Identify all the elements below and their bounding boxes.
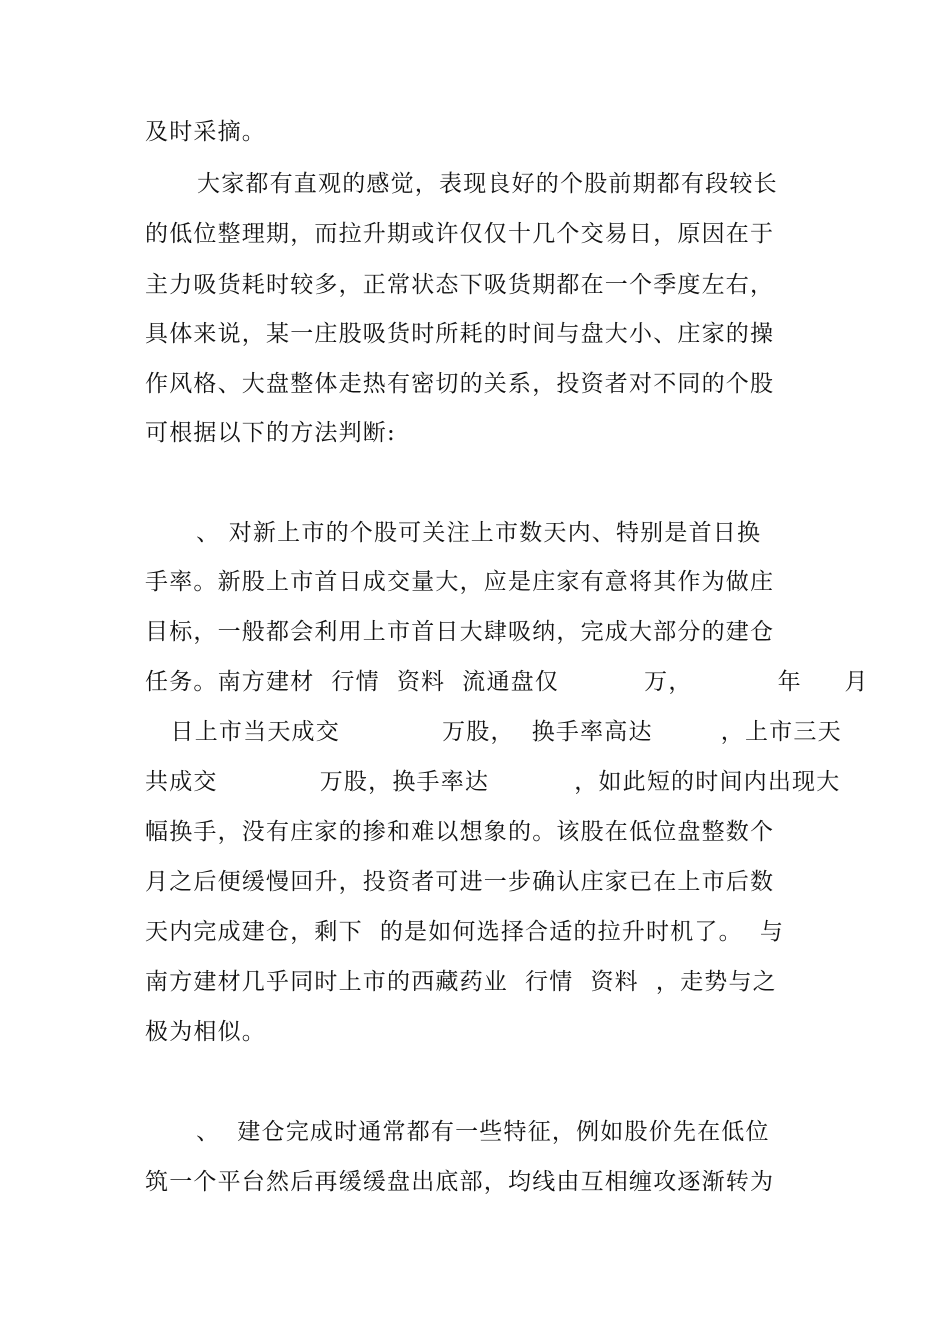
text-line: 具体来说，某一庄股吸货时所耗的时间与盘大小、庄家的操 <box>145 321 775 347</box>
text-line: 幅换手，没有庄家的掺和难以想象的。该股在低位盘整数个 <box>145 819 775 845</box>
text-line: 目标，一般都会利用上市首日大肆吸纳，完成大部分的建仓 <box>145 619 775 645</box>
paragraph-start-line: 大家都有直观的感觉，表现良好的个股前期都有段较长 <box>197 171 778 197</box>
list-item-start-line: 、 建仓完成时通常都有一些特征，例如股价先在低位 <box>145 1119 770 1145</box>
text-line: 及时采摘。 <box>145 119 266 145</box>
text-line: 的低位整理期，而拉升期或许仅仅十几个交易日，原因在于 <box>145 221 775 247</box>
text-line: 南方建材几乎同时上市的西藏药业 行情 资料 ，走势与之 <box>145 969 777 995</box>
text-line: 天内完成建仓，剩下 的是如何选择合适的拉升时机了。 与 <box>145 919 785 945</box>
text-line: 任务。南方建材 行情 资料 流通盘仅 万， 年 月 <box>145 669 869 695</box>
text-line: 月之后便缓慢回升，投资者可进一步确认庄家已在上市后数 <box>145 869 775 895</box>
text-line: 筑一个平台然后再缓缓盘出底部，均线由互相缠攻逐渐转为 <box>145 1169 775 1195</box>
text-line: 可根据以下的方法判断: <box>145 420 396 446</box>
text-line: 作风格、大盘整体走热有密切的关系，投资者对不同的个股 <box>145 371 775 397</box>
text-line: 日上市当天成交 万股， 换手率高达 ，上市三天 <box>145 719 842 745</box>
text-line: 共成交 万股，换手率达 ，如此短的时间内出现大 <box>145 769 841 795</box>
list-item-start-line: 、 对新上市的个股可关注上市数天内、特别是首日换 <box>145 520 762 546</box>
text-line: 主力吸货耗时较多，正常状态下吸货期都在一个季度左右， <box>145 272 775 298</box>
text-line: 极为相似。 <box>145 1019 266 1045</box>
text-line: 手率。新股上市首日成交量大，应是庄家有意将其作为做庄 <box>145 569 775 595</box>
